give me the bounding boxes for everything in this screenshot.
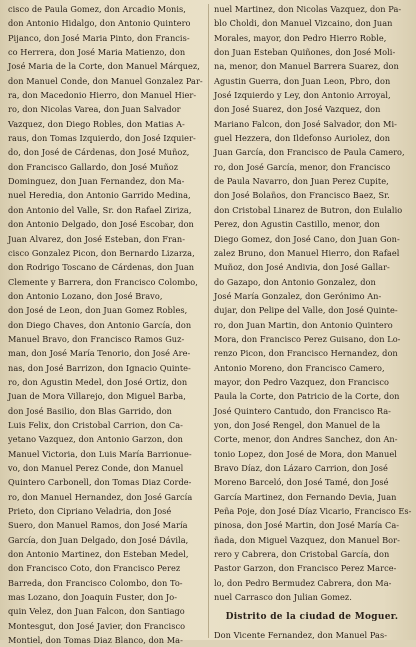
text-line: Montesgut, don José Javier, don Francisco: [8, 620, 186, 631]
text-line: nuel Heredia, don Antonio Garrido Medina,: [8, 190, 191, 201]
text-line: ro, don José García, menor, don Francisco: [214, 161, 391, 172]
text-line: don Cristobal Linarez de Butron, don Eulalio: [214, 204, 403, 215]
final-line: Don Vicente Fernandez, don Manuel Pas-: [214, 629, 388, 640]
text-line: cisco de Paula Gomez, don Arcadio Monis,: [8, 4, 186, 14]
text-line: don José Basilio, don Blas Garrido, don: [8, 405, 173, 416]
text-line: man, don José María Tenorio, don José Are-: [8, 348, 191, 359]
text-line: zalez Bruno, don Manuel Hierro, don Rafael: [214, 247, 400, 258]
text-line: José Izquierdo y Ley, don Antonio Arroyal,: [214, 90, 391, 101]
text-line: Morales, mayor, don Pedro Hierro Roble,: [214, 32, 387, 43]
text-line: Luis Felix, don Cristobal Carrion, don Ca-: [8, 419, 183, 430]
text-line: José Maria de la Corte, don Manuel Márquez,: [8, 61, 200, 72]
text-line: don Diego Chaves, don Antonio García, don: [8, 319, 192, 330]
text-line: Barreda, don Francisco Colombo, don To-: [8, 577, 183, 588]
text-line: ra, don Macedonio Hierro, don Manuel Hier-: [8, 90, 197, 101]
text-line: Agustin Guerra, don Juan Leon, Pbro, don: [214, 75, 391, 86]
text-columns: [8, 2, 412, 646]
text-line: Manuel Victoria, don Luis María Barrionue-: [8, 448, 192, 459]
section-heading: Distrito de la ciudad de Moguer.: [225, 612, 399, 623]
text-line: Montiel, don Tomas Diaz Blanco, don Ma-: [8, 635, 183, 646]
text-line: don José de Leon, don Juan Gomez Robles,: [8, 305, 188, 316]
text-line: Vazquez, don Diego Robles, don Matias A-: [8, 118, 185, 129]
text-line: don Antonio Hidalgo, don Antonio Quintero: [8, 18, 191, 29]
text-line: de Paula Navarro, don Juan Perez Cupite,: [214, 176, 389, 187]
text-line: José Quintero Cantudo, don Francisco Ra-: [214, 405, 391, 416]
text-line: Pijanco, don José Maria Pinto, don Francis-: [8, 32, 190, 43]
text-line: do Gazapo, don Antonio Gonzalez, don: [214, 276, 376, 287]
text-line: Pastor Garzon, don Francisco Perez Marce-: [214, 563, 397, 574]
text-line: don Antonio Lozano, don José Bravo,: [8, 290, 163, 301]
text-line: don José Suarez, don José Vazquez, don: [214, 104, 381, 115]
text-line: vo, don Manuel Perez Conde, don Manuel: [8, 463, 184, 473]
text-line: ro, don Agustin Medel, don José Ortiz, don: [8, 376, 188, 387]
text-line: Quintero Carbonell, don Tomas Diaz Corde-: [8, 477, 192, 488]
text-line: don Antonio Martinez, don Esteban Medel,: [8, 549, 189, 560]
text-line: Suero, don Manuel Ramos, don José María: [8, 520, 188, 531]
text-line: Juan García, don Francisco de Paula Camero,: [214, 147, 405, 158]
text-line: nuel Martinez, don Nicolas Vazquez, don Pa-: [214, 4, 402, 14]
text-line: Muñoz, don José Andivia, don José Gallar-: [214, 262, 390, 273]
text-line: nas, don José Barrizon, don Ignacio Quinte-: [8, 362, 191, 373]
text-line: don Antonio del Valle, Sr. don Rafael Ziriza,: [8, 204, 192, 215]
text-line: mayor, don Pedro Vazquez, don Francisco: [214, 376, 390, 387]
left-column: [8, 2, 204, 646]
text-line: Mora, don Francisco Perez Guisano, don Lo-: [214, 333, 401, 344]
text-line: Mariano Falcon, don José Salvador, don Mi-: [214, 118, 397, 129]
text-line: don Manuel Conde, don Manuel Gonzalez Par-: [8, 75, 203, 86]
text-line: mas Lozano, don Joaquin Fuster, don Jo-: [8, 592, 178, 603]
text-line: ro, don Juan Martin, don Antonio Quintero: [214, 319, 393, 330]
text-line: na, menor, don Manuel Barrera Suarez, don: [214, 61, 399, 72]
text-line: yon, don José Rengel, don Manuel de la: [214, 419, 381, 430]
text-line: Dominguez, don Juan Fernandez, don Ma-: [8, 176, 185, 187]
text-line: García, don Juan Delgado, don José Dávila,: [8, 534, 189, 545]
right-column: [214, 2, 410, 638]
text-line: Peña Poje, don José Díaz Vicario, Francisco Es-: [214, 506, 412, 517]
text-line: Moreno Barceló, don José Tamé, don José: [214, 477, 389, 488]
text-line: quin Velez, don Juan Falcon, don Santiago: [8, 606, 185, 617]
text-line: Juan Alvarez, don José Esteban, don Fran-: [8, 233, 186, 244]
text-line: don Francisco Gallardo, don José Muñoz: [8, 161, 179, 172]
text-line: don Antonio Delgado, don José Escobar, don: [8, 219, 194, 230]
text-line: co Herrera, don José Maria Matienzo, don: [8, 47, 186, 58]
text-line: rero y Cabrera, don Cristobal García, don: [214, 549, 390, 560]
text-line: nuel Carrasco don Julian Gomez.: [214, 592, 352, 603]
text-line: Corte, menor, don Andres Sanchez, don An-: [214, 434, 398, 445]
text-line: Antonio Moreno, don Francisco Camero,: [214, 362, 385, 373]
text-line: guel Hezzera, don Ildefonso Auriolez, don: [214, 133, 391, 144]
text-line: cisco Gonzalez Picon, don Bernardo Lizarza,: [8, 247, 195, 258]
text-line: yetano Vazquez, don Antonio Garzon, don: [8, 434, 184, 445]
text-line: raus, don Tomas Izquierdo, don José Izquier-: [8, 133, 196, 144]
text-line: do, don José de Cárdenas, don José Muñoz,: [8, 147, 190, 158]
text-line: ñada, don Miguel Vazquez, don Manuel Bor-: [214, 534, 400, 545]
text-line: don Francisco Coto, don Francisco Perez: [8, 563, 181, 574]
text-line: don José Bolaños, don Francisco Baez, Sr.: [214, 190, 390, 201]
text-line: ro, don Nicolas Varea, don Juan Salvador: [8, 104, 181, 115]
text-line: Juan de Mora Villarejo, don Miguel Barba,: [8, 391, 186, 402]
text-line: tonio Lopez, don José de Mora, don Manuel: [214, 448, 397, 459]
text-line: pinosa, don José Martin, don José María Ca-: [214, 520, 400, 531]
text-line: García Martinez, don Fernando Devia, Juan: [214, 491, 397, 502]
text-line: don Rodrigo Toscano de Cárdenas, don Juan: [8, 262, 195, 273]
right-column-lines: [214, 2, 410, 604]
text-line: Perez, don Agustin Castillo, menor, don: [214, 219, 380, 230]
text-line: lo, don Pedro Bermudez Cabrera, don Ma-: [214, 577, 392, 588]
text-line: don Juan Esteban Quiñones, don José Moli-: [214, 47, 396, 58]
text-line: Paula la Corte, don Patricio de la Corte, don: [214, 391, 400, 402]
text-line: renzo Picon, don Francisco Hernandez, don: [214, 348, 398, 359]
text-line: dujar, don Pelipe del Valle, don José Quinte-: [214, 305, 398, 316]
text-line: blo Choldi, don Manuel Vizcaino, don Juan: [214, 18, 393, 29]
text-line: Clemente y Barrera, don Francisco Colombo,: [8, 276, 198, 287]
text-line: Manuel Bravo, don Francisco Ramos Guz-: [8, 333, 185, 344]
text-line: ro, don Manuel Hernandez, don José García: [8, 491, 193, 502]
text-line: José María Gonzalez, don Gerónimo An-: [214, 290, 382, 301]
text-line: Diego Gomez, don José Cano, don Juan Gon-: [214, 233, 400, 244]
text-line: Prieto, don Cipriano Veladria, don José: [8, 506, 172, 517]
text-line: Bravo Díaz, don Lázaro Carrion, don José: [214, 463, 388, 473]
